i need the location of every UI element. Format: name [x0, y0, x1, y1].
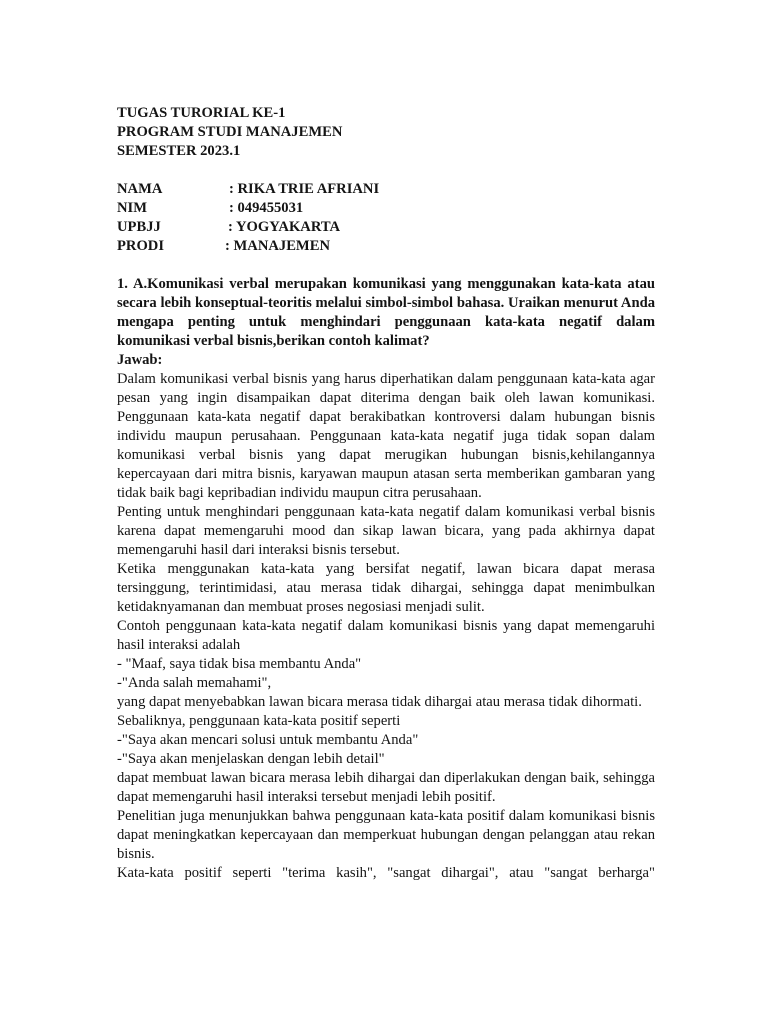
spacer: [117, 161, 655, 180]
identity-row-prodi: [117, 237, 655, 256]
identity-label: NIM: [117, 200, 147, 216]
answer-paragraph: yang dapat menyebabkan lawan bicara merasa tidak dihargai atau merasa tidak dihormati.: [117, 694, 642, 710]
identity-row-nim: [117, 199, 655, 218]
answer-paragraph: Penting untuk menghindari penggunaan kata-kata negatif dalam komunikasi verbal bisnis karena dapat memengaruhi mood dan sikap lawan bicara, yang pada akhirnya dapat memengaruhi hasil dari interaksi bisnis tersebut.: [117, 504, 655, 558]
header-title: TUGAS TURORIAL KE-1: [117, 105, 286, 121]
answer-paragraph: dapat membuat lawan bicara merasa lebih dihargai dan diperlakukan dengan baik, sehingga dapat memengaruhi hasil interaksi tersebut menjadi lebih positif.: [117, 770, 655, 805]
identity-row-upbjj: [117, 218, 655, 237]
negative-example: -"Anda salah memahami",: [117, 675, 272, 691]
identity-label: UPBJJ: [117, 219, 161, 235]
identity-value: : RIKA TRIE AFRIANI: [229, 181, 380, 197]
answer-paragraph: Penelitian juga menunjukkan bahwa penggunaan kata-kata positif dalam komunikasi bisnis dapat meningkatkan kepercayaan dan memperkuat hubungan dengan pelanggan atau rekan bisnis.: [117, 808, 655, 862]
negative-example: - "Maaf, saya tidak bisa membantu Anda": [117, 656, 362, 672]
header-semester: SEMESTER 2023.1: [117, 143, 241, 159]
positive-example: -"Saya akan menjelaskan dengan lebih detail": [117, 751, 385, 767]
answer-paragraph: Ketika menggunakan kata-kata yang bersifat negatif, lawan bicara dapat merasa tersinggung, terintimidasi, atau merasa tidak dihargai, sehingga dapat menimbulkan ketidaknyamanan dan membuat proses negosiasi menjadi sulit.: [117, 561, 655, 615]
identity-value: : 049455031: [229, 200, 304, 216]
positive-example: -"Saya akan mencari solusi untuk membantu Anda": [117, 732, 419, 748]
answer-paragraph: Dalam komunikasi verbal bisnis yang harus diperhatikan dalam penggunaan kata-kata agar pesan yang ingin disampaikan dapat diterima dengan baik oleh lawan komunikasi. Penggunaan kata-kata negatif dapat berakibatkan kontroversi dalam hubungan bisnis individu maupun perusahaan. Penggunaan kata-kata negatif juga tidak sopan dalam komunikasi verbal bisnis yang dapat merugikan hubungan bisnis,kehilangannya kepercayaan dari mitra bisnis, karyawan maupun atasan serta memberikan gambaran yang tidak baik bagi kepribadian individu maupun citra perusahaan.: [117, 371, 655, 501]
question-text: 1. A.Komunikasi verbal merupakan komunikasi yang menggunakan kata-kata atau secara lebih konseptual-teoritis melalui simbol-simbol bahasa. Uraikan menurut Anda mengapa penting untuk menghindari penggunaan kata-kata negatif dalam komunikasi verbal bisnis,berikan contoh kalimat?: [117, 276, 655, 349]
answer-paragraph: Kata-kata positif seperti "terima kasih", "sangat dihargai", atau "sangat berharga": [117, 865, 655, 881]
identity-value: : YOGYAKARTA: [228, 219, 341, 235]
identity-row-nama: [117, 180, 655, 199]
positive-intro: Sebaliknya, penggunaan kata-kata positif seperti: [117, 713, 401, 729]
spacer: [117, 256, 655, 275]
identity-label: NAMA: [117, 181, 163, 197]
identity-value: : MANAJEMEN: [225, 238, 330, 254]
document-page: [117, 104, 655, 883]
header-program: PROGRAM STUDI MANAJEMEN: [117, 124, 343, 140]
answer-paragraph: Contoh penggunaan kata-kata negatif dalam komunikasi bisnis yang dapat memengaruhi hasil interaksi adalah: [117, 618, 655, 653]
identity-label: PRODI: [117, 238, 165, 254]
answer-label: Jawab:: [117, 352, 163, 368]
